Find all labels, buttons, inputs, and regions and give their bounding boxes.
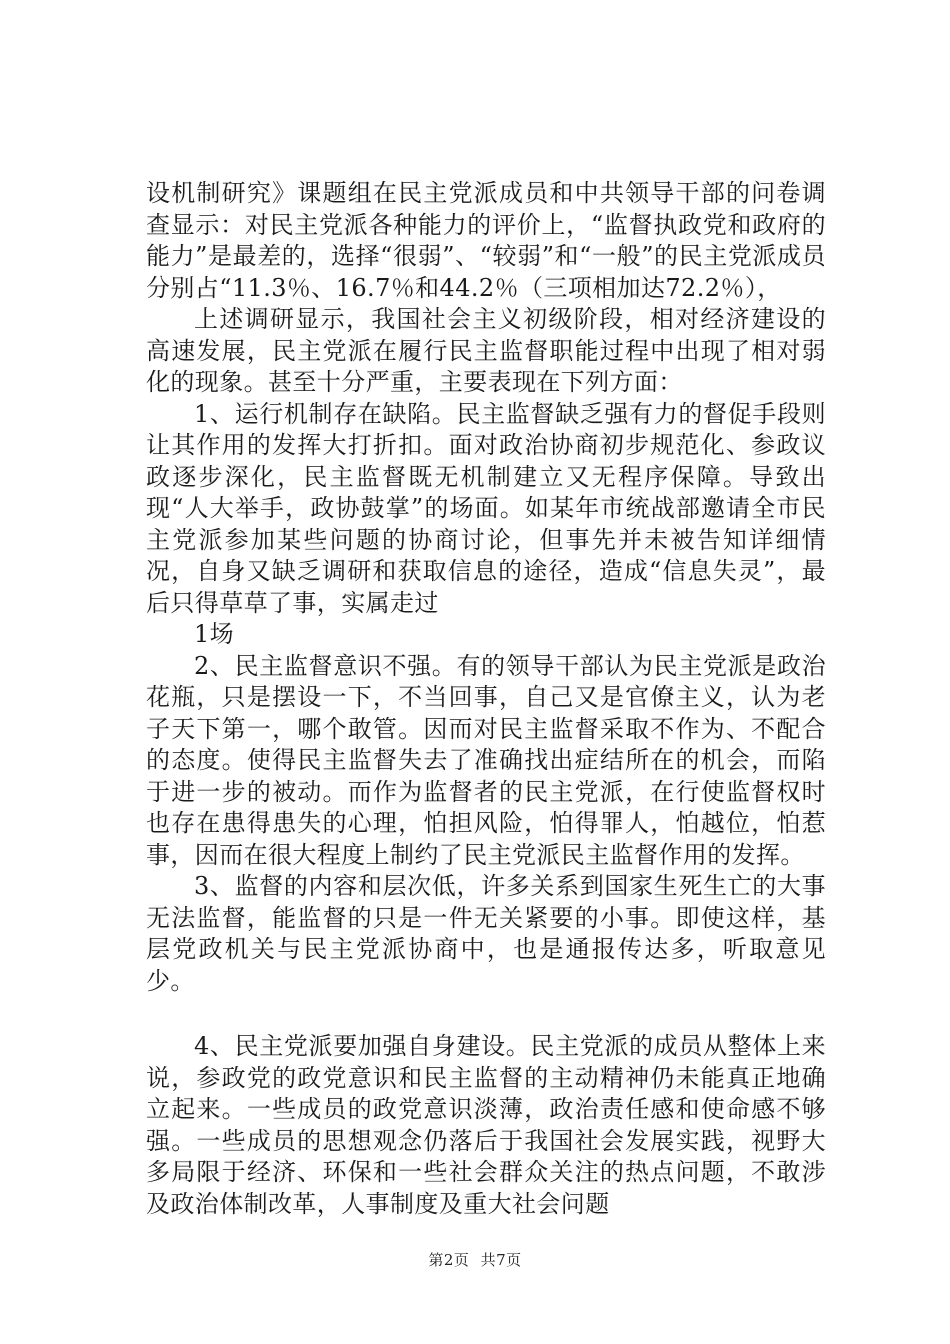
paragraph-6: 3、监督的内容和层次低，许多关系到国家生死生亡的大事无法监督，能监督的只是一件无关紧要的小事。即使这样，基层党政机关与民主党派协商中，也是通报传达多，听取意见少。 — [146, 872, 826, 995]
paragraph-4: 1场 — [194, 620, 235, 648]
paragraph-spacer — [146, 997, 826, 1031]
paragraph-7: 4、民主党派要加强自身建设。民主党派的成员从整体上来说，参政党的政党意识和民主监督的主动精神仍未能真正地确立起来。一些成员的政党意识淡薄，政治责任感和使命感不够强。一些成员的思想观念仍落后于我国社会发展实践，视野大多局限于经济、环保和一些社会群众关注的热点问题，不敢涉及政治体制改革，人事制度及重大社会问题 — [146, 1032, 826, 1218]
paragraph-2: 上述调研显示，我国社会主义初级阶段，相对经济建设的高速发展，民主党派在履行民主监督职能过程中出现了相对弱化的现象。甚至十分严重，主要表现在下列方面： — [146, 305, 826, 396]
page-footer — [0, 1249, 950, 1270]
page-number: 第2页 — [428, 1251, 470, 1269]
total-pages: 共7页 — [480, 1251, 522, 1269]
document-body — [146, 178, 826, 1220]
paragraph-1: 设机制研究》课题组在民主党派成员和中共领导干部的问卷调查显示：对民主党派各种能力的评价上，“监督执政党和政府的能力”是最差的，选择“很弱”、“较弱”和“一般”的民主党派成员分别占“11.3％、16.7％和44.2％（三项相加达72.2％）， — [146, 179, 826, 302]
paragraph-3: 1、运行机制存在缺陷。民主监督缺乏强有力的督促手段则让其作用的发挥大打折扣。面对政治协商初步规范化、参政议政逐步深化，民主监督既无机制建立又无程序保障。导致出现“人大举手，政协鼓掌”的场面。如某年市统战部邀请全市民主党派参加某些问题的协商讨论，但事先并未被告知详细情况，自身又缺乏调研和获取信息的途径，造成“信息失灵”，最后只得草草了事，实属走过 — [146, 399, 826, 617]
paragraph-5: 2、民主监督意识不强。有的领导干部认为民主党派是政治花瓶，只是摆设一下，不当回事，自己又是官僚主义，认为老子天下第一，哪个敢管。因而对民主监督采取不作为、不配合的态度。使得民主监督失去了准确找出症结所在的机会，而陷于进一步的被动。而作为监督者的民主党派，在行使监督权时也存在患得患失的心理，怕担风险，怕得罪人，怕越位，怕惹事，因而在很大程度上制约了民主党派民主监督作用的发挥。 — [146, 651, 826, 869]
